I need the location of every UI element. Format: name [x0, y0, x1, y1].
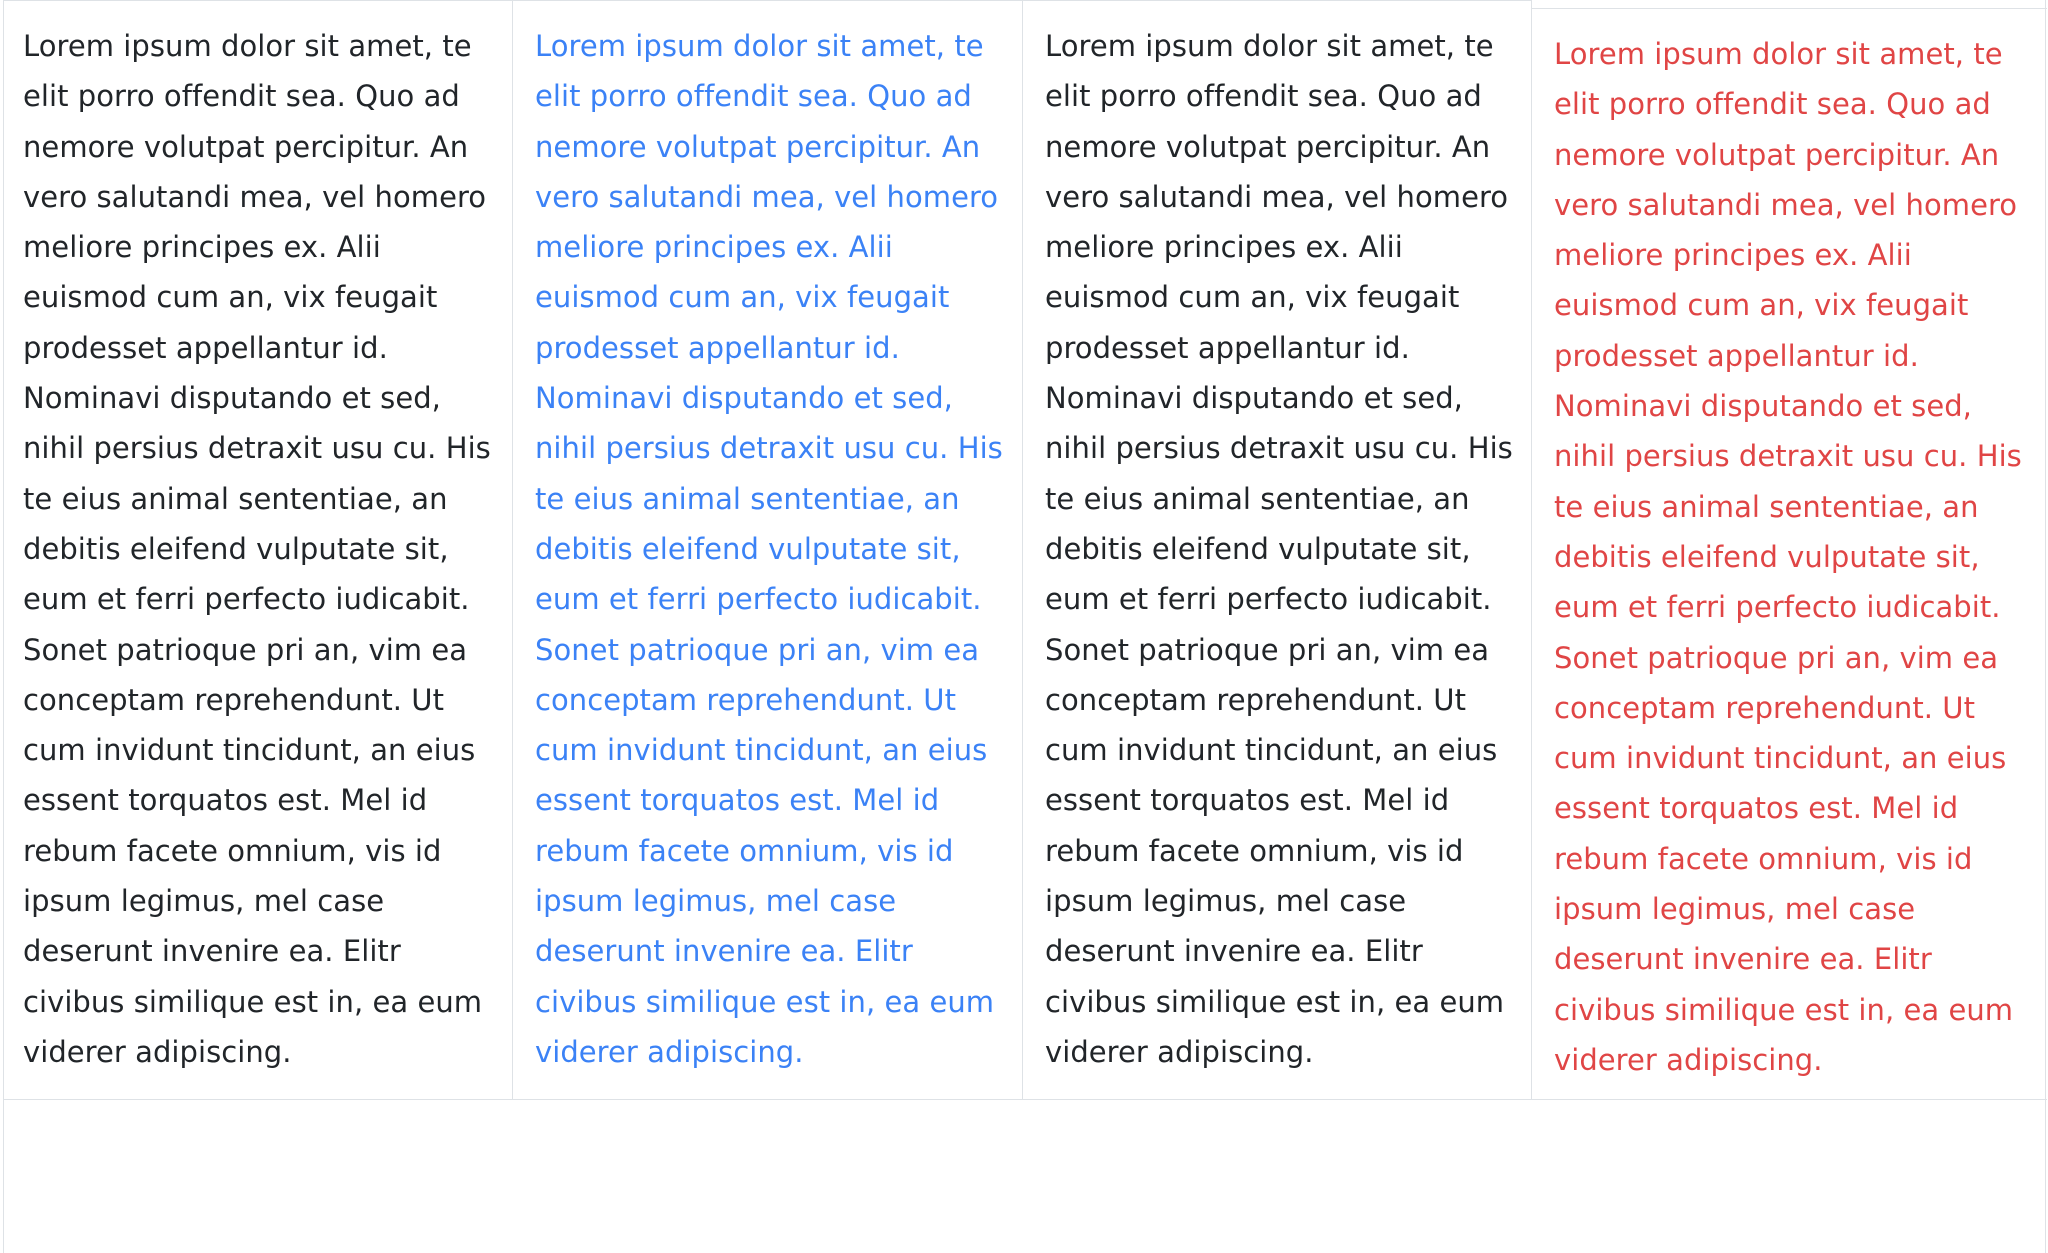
column-3-text: Lorem ipsum dolor sit amet, te elit porro offendit sea. Quo ad nemore volutpat percipitur. An vero salutandi mea, vel homero meliore principes ex. Alii euismod cum an, vix feugait prodesset appellantur id. Nominavi disputando et sed, nihil persius detraxit usu cu. His te eius animal sententiae, an debitis eleifend vulputate sit, eum et ferri perfecto iudicabit. Sonet patrioque pri an, vim ea conceptam reprehendunt. Ut cum invidunt tincidunt, an eius essent torquatos est. Mel id rebum facete omnium, vis id ipsum legimus, mel case deserunt invenire ea. Elitr civibus similique est in, ea eum viderer adipiscing.	[1045, 29, 1513, 1069]
column-2	[513, 0, 1023, 1100]
column-4	[1532, 8, 2047, 1100]
column-3	[1023, 0, 1532, 1100]
column-4-text: Lorem ipsum dolor sit amet, te elit porro offendit sea. Quo ad nemore volutpat percipitur. An vero salutandi mea, vel homero meliore principes ex. Alii euismod cum an, vix feugait prodesset appellantur id. Nominavi disputando et sed, nihil persius detraxit usu cu. His te eius animal sententiae, an debitis eleifend vulputate sit, eum et ferri perfecto iudicabit. Sonet patrioque pri an, vim ea conceptam reprehendunt. Ut cum invidunt tincidunt, an eius essent torquatos est. Mel id rebum facete omnium, vis id ipsum legimus, mel case deserunt invenire ea. Elitr civibus similique est in, ea eum viderer adipiscing.	[1554, 37, 2022, 1077]
columns-row	[4, 0, 2047, 1100]
column-1-text: Lorem ipsum dolor sit amet, te elit porro offendit sea. Quo ad nemore volutpat percipitur. An vero salutandi mea, vel homero meliore principes ex. Alii euismod cum an, vix feugait prodesset appellantur id. Nominavi disputando et sed, nihil persius detraxit usu cu. His te eius animal sententiae, an debitis eleifend vulputate sit, eum et ferri perfecto iudicabit. Sonet patrioque pri an, vim ea conceptam reprehendunt. Ut cum invidunt tincidunt, an eius essent torquatos est. Mel id rebum facete omnium, vis id ipsum legimus, mel case deserunt invenire ea. Elitr civibus similique est in, ea eum viderer adipiscing.	[23, 29, 491, 1069]
page-container	[3, 0, 2046, 1253]
column-2-text: Lorem ipsum dolor sit amet, te elit porro offendit sea. Quo ad nemore volutpat percipitur. An vero salutandi mea, vel homero meliore principes ex. Alii euismod cum an, vix feugait prodesset appellantur id. Nominavi disputando et sed, nihil persius detraxit usu cu. His te eius animal sententiae, an debitis eleifend vulputate sit, eum et ferri perfecto iudicabit. Sonet patrioque pri an, vim ea conceptam reprehendunt. Ut cum invidunt tincidunt, an eius essent torquatos est. Mel id rebum facete omnium, vis id ipsum legimus, mel case deserunt invenire ea. Elitr civibus similique est in, ea eum viderer adipiscing.	[535, 29, 1003, 1069]
column-1	[4, 0, 513, 1100]
